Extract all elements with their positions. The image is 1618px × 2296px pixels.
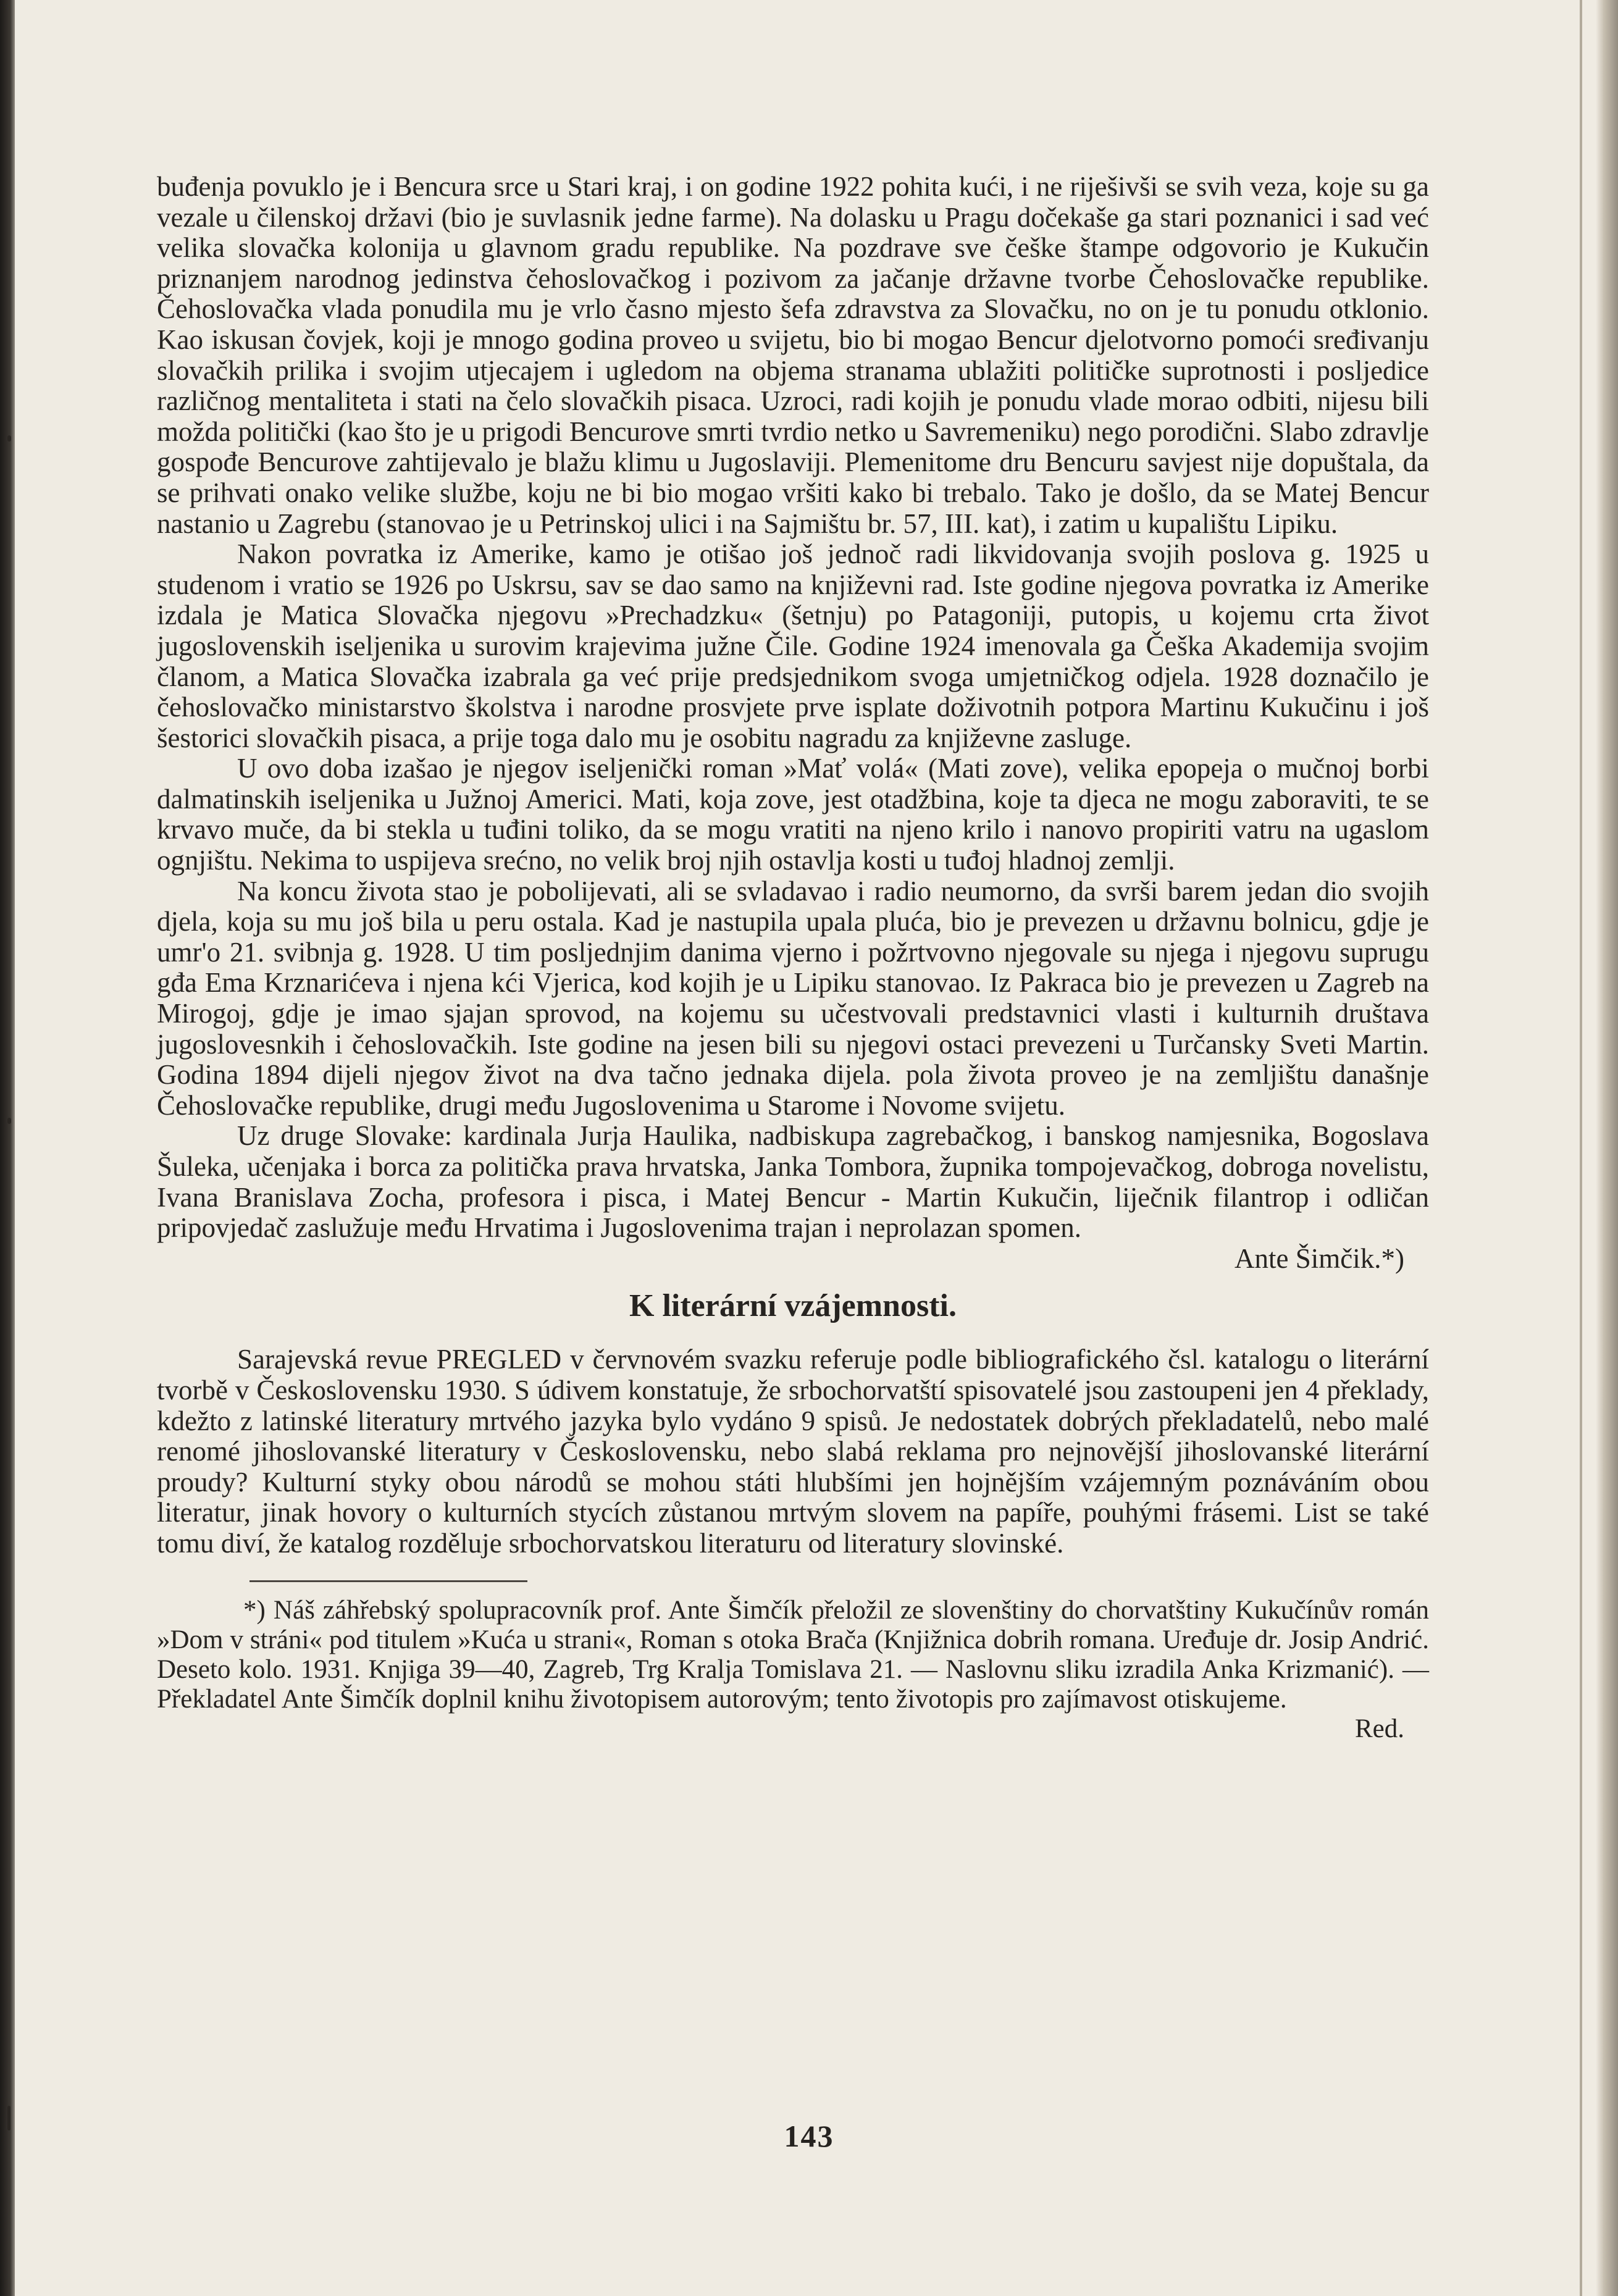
article-paragraph: Nakon povratka iz Amerike, kamo je otišao još jednoč radi likvidovanja svojih poslova g. 1925 u studenom i vratio se 1926 po Uskrsu, sav se dao samo na književni rad. Iste godine njegova povratka iz Amerike izdala je Matica Slovačka njegovu »Prechadzku« (šetnju) po Patagoniji, putopis, u kojemu crta život jugoslovenskih iseljenika u surovim krajevima južne Čile. Godine 1924 imenovala ga Češka Akademija svojim članom, a Matica Slovačka izabrala ga već prije predsjednikom svoga umjetničkog odjela. 1928 doznačilo je čehoslovačko ministarstvo školstva i narodne prosvjete prve isplate doživotnih potpora Martinu Kukučinu i još šestorici slovačkih pisaca, a prije toga dalo mu je osobitu nagradu za književne zasluge. xyxy=(157,538,1429,753)
book-spine xyxy=(0,0,15,2296)
footnote-text: *) Náš záhřebský spolupracovník prof. Ante Šimčík přeložil ze slovenštiny do chorvatštiny Kukučínův román »Dom v stráni« pod titulem »Kuća u strani«, Roman s otoka Brača (Knjižnica dobrih romana. Uređuje dr. Josip Andrić. Deseto kolo. 1931. Knjiga 39—40, Zagreb, Trg Kralja Tomislava 21. — Naslovnu sliku izradila Anka Krizmanić). — Překladatel Ante Šimčík doplnil knihu životopisem autorovým; tento životopis pro zajímavost otiskujeme. xyxy=(157,1595,1429,1714)
margin-mark xyxy=(7,435,11,442)
article-paragraph: buđenja povuklo je i Bencura srce u Stari kraj, i on godine 1922 pohita kući, i ne riješivši se svih veza, koje su ga vezale u čilenskoj državi (bio je suvlasnik jedne farme). Na dolasku u Pragu dočekaše ga stari poznanici i sad već velika slovačka kolonija u glavnom gradu republike. Na pozdrave sve češke štampe odgovorio je Kukučin priznanjem narodnog jedinstva čehoslovačkog i pozivom za jačanje državne tvorbe Čehoslovačke republike. Čehoslovačka vlada ponudila mu je vrlo časno mjesto šefa zdravstva za Slovačku, no on je tu ponudu otklonio. Kao iskusan čovjek, koji je mnogo godina proveo u svijetu, bio bi mogao Bencur djelotvorno pomoći sređivanju slovačkih prilika i svojim utjecajem i ugledom na objema stranama ublažiti političke suprotnosti i posljedice različnog mentaliteta i stati na čelo slovačkih pisaca. Uzroci, radi kojih je ponudu vlade morao odbiti, nijesu bili možda politički (kao što je u prigodi Bencurove smrti tvrdio netko u Savremeniku) nego porodični. Slabo zdravlje gospođe Bencurove zahtijevalo je blažu klimu u Jugoslaviji. Plemenitome dru Bencuru savjest nije dopuštala, da se prihvati onako velike službe, koju ne bi bio mogao vršiti kako bi trebalo. Tako je došlo, da se Matej Bencur nastanio u Zagrebu (stanovao je u Petrinskoj ulici i na Sajmištu br. 57, III. kat), i zatim u kupalištu Lipiku. xyxy=(157,171,1429,539)
footnote-divider xyxy=(249,1580,527,1582)
article-paragraph: Na koncu života stao je pobolijevati, ali se svladavao i radio neumorno, da svrši barem jedan dio svojih djela, koja su mu još bila u peru ostala. Kad je nastupila upala pluća, bio je prevezen u državnu bolnicu, gdje je umr'o 21. svibnja g. 1928. U tim posljednjim danima vjerno i požrtvovno njegovale su njega i njegovu suprugu gđa Ema Krznarićeva i njena kći Vjerica, kod kojih je u Lipiku stanovao. Iz Pakraca bio je prevezen u Zagreb na Mirogoj, gdje je imao sjajan sprovod, na kojemu su učestvovali predstavnici vlasti i kulturnih društava jugoslovesnkih i čehoslovačkih. Iste godine na jesen bili su njegovi ostaci prevezeni u Turčansky Sveti Martin. Godina 1894 dijeli njegov život na dva tačno jednaka dijela. pola života proveo je na zemljištu današnje Čehoslovačke republike, drugi među Jugoslovenima u Starome i Novome svijetu. xyxy=(157,875,1429,1121)
section-title: K literární vzájemnosti. xyxy=(629,1288,957,1324)
footnote-sign: Red. xyxy=(1354,1714,1404,1743)
article-paragraph: U ovo doba izašao je njegov iseljenički roman »Mať volá« (Mati zove), velika epopeja o mučnoj borbi dalmatinskih iseljenika u Južnoj Americi. Mati, koja zove, jest otadžbina, koje ta djeca ne mogu zaboraviti, te se krvavo muče, da bi stekla u tuđini toliko, da se mogu vratiti na njeno krilo i nanovo propiriti vatru na ugaslom ognjištu. Nekima to uspijeva srećno, no velik broj njih ostavlja kosti u tuđoj hladnoj zemlji. xyxy=(157,753,1429,876)
text-column xyxy=(157,172,1429,1744)
page-edge-line xyxy=(1580,0,1582,2296)
article-paragraph: Uz druge Slovake: kardinala Jurja Haulika, nadbiskupa zagrebačkog, i banskog namjesnika, Bogoslava Šuleka, učenjaka i borca za politička prava hrvatska, Janka Tombora, župnika tompojevačkog, dobroga novelistu, Ivana Branislava Zocha, profesora i pisca, i Matej Bencur - Martin Kukučin, liječnik filantrop i odličan pripovjedač zaslužuje među Hrvatima i Jugoslovenima trajan i neprolazan spomen. xyxy=(157,1120,1429,1244)
footnote xyxy=(157,1595,1429,1743)
author-signature: Ante Šimčik.*) xyxy=(1234,1242,1404,1274)
page-edge xyxy=(1596,0,1618,2296)
margin-mark xyxy=(7,1118,11,1124)
section-paragraph: Sarajevská revue PREGLED v červnovém svazku referuje podle bibliografického čsl. katalogu o literární tvorbě v Československu 1930. S údivem konstatuje, že srbochorvatští spisovatelé jsou zastoupeni jen 4 překlady, kdežto z latinské literatury mrtvého jazyka bylo vydáno 9 spisů. Je nedostatek dobrých překladatelů, nebo malé renomé jihoslovanské literatury v Československu, nebo slabá reklama pro nejnovější jihoslovanské literární proudy? Kulturní styky obou národů se mohou státi hlubšími jen hojnějším vzájemným poznáváním obou literatur, jinak hovory o kulturních stycích zůstanou mrtvým slovem na papíře, pouhými frásemi. List se také tomu diví, že katalog rozděluje srbochorvatskou literaturu od literatury slovinské. xyxy=(157,1344,1429,1559)
page-number: 143 xyxy=(784,2119,834,2153)
